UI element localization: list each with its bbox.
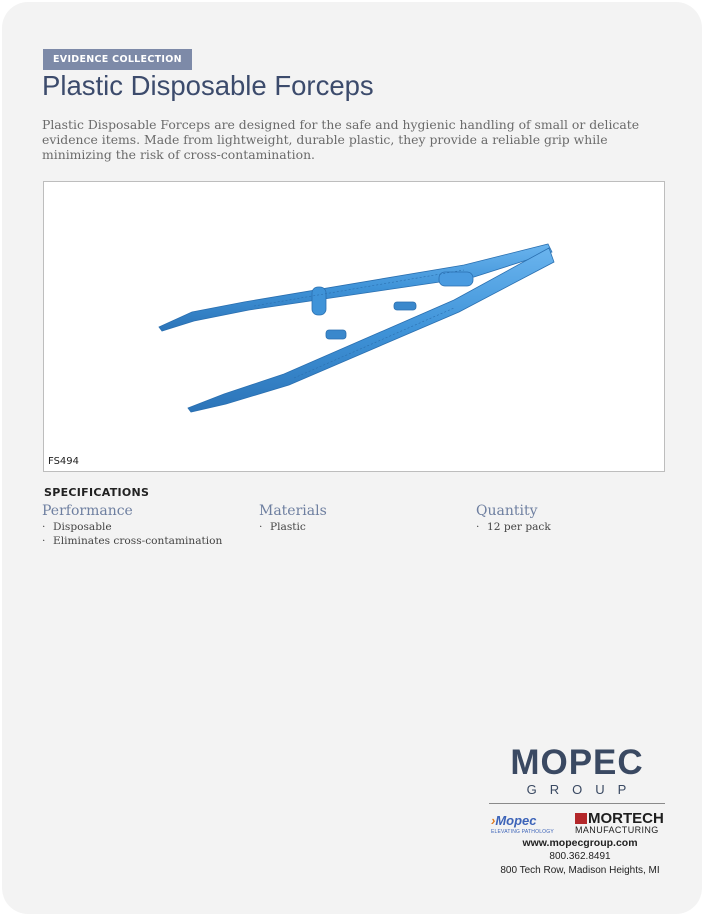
specifications-heading: SPECIFICATIONS [44, 486, 150, 499]
page-card [2, 2, 702, 914]
mortech-sub-logo: MORTECH MANUFACTURING [575, 810, 664, 835]
sub-brands [489, 810, 665, 836]
spec-title: Quantity [476, 503, 538, 519]
spec-item: · Plastic [259, 521, 306, 533]
product-description: Plastic Disposable Forceps are designed for the safe and hygienic handling of small or delicate evidence items. Made from lightweight, durable plastic, they provide a reliable grip while minimizing the risk of cross-contamination. [42, 117, 640, 162]
phone-number: 800.362.8491 [549, 851, 611, 862]
spec-column-materials [259, 503, 327, 535]
contact-info [489, 837, 671, 878]
address: 800 Tech Row, Madison Heights, MI [500, 865, 660, 876]
page-title: Plastic Disposable Forceps [42, 70, 374, 101]
mopec-group-logo [489, 745, 665, 836]
product-code: FS494 [48, 456, 80, 467]
brand-name: MOPEC [510, 743, 644, 782]
product-image [43, 181, 665, 472]
logo-divider [489, 803, 665, 804]
spec-title: Performance [42, 503, 133, 519]
website-link[interactable]: www.mopecgroup.com [522, 837, 638, 849]
spec-item: · Eliminates cross-contamination [42, 534, 223, 547]
spec-column-performance [42, 503, 222, 548]
spec-column-quantity [476, 503, 551, 535]
forceps-image [44, 182, 664, 471]
mopec-sub-logo: ›Mopec ELEVATING PATHOLOGY [491, 813, 554, 835]
spec-title: Materials [259, 503, 327, 519]
spec-item: · Disposable [42, 521, 112, 533]
spec-item: · 12 per pack [476, 521, 551, 533]
brand-group: GROUP [526, 782, 640, 797]
category-tag: EVIDENCE COLLECTION [43, 49, 192, 70]
